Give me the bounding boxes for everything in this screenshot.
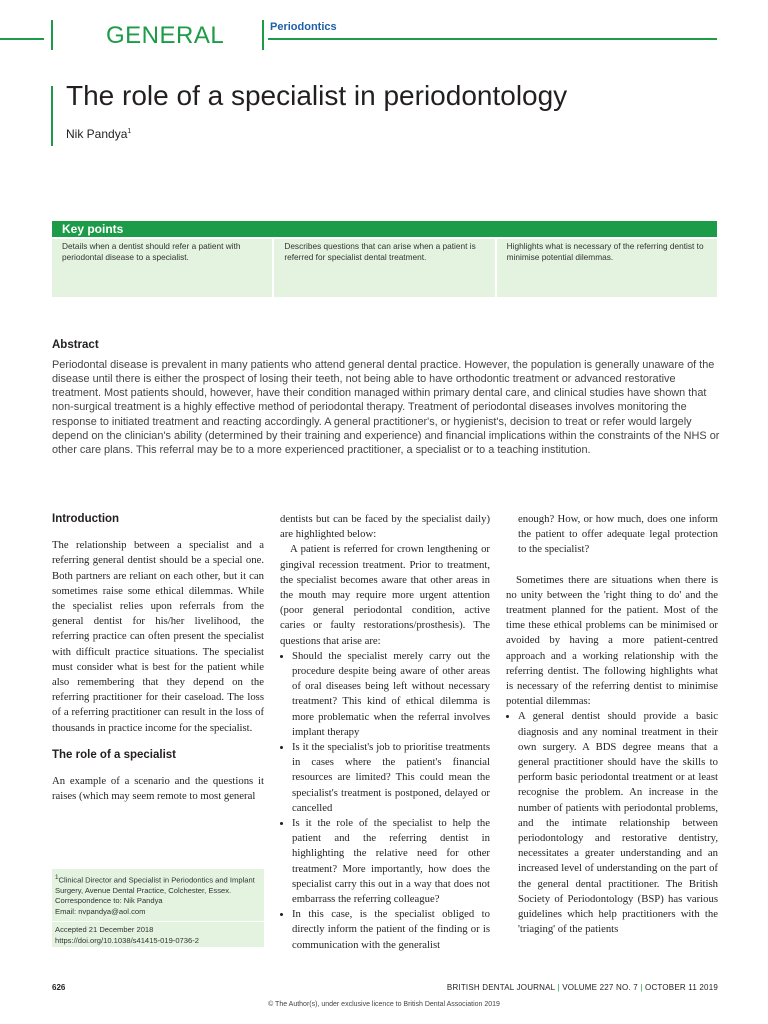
author-line (66, 127, 131, 141)
continued-text: dentists but can be faced by the specialist daily) are highlighted below: (280, 513, 490, 541)
correspondence: Correspondence to: Nik Pandya (55, 896, 163, 906)
title-accent-bar (51, 86, 53, 146)
key-point: Describes questions that can arise when a patient is referred for specialist dental treatment. (274, 239, 494, 297)
introduction-paragraph: The relationship between a specialist and a referring general dentist should be a special one. Both partners are reliant on each other, but it can sometimes raise some ethical dilemmas. While the specialist relies upon referrals from the general dentist for his/her livelihood, the referring practice can often present the specialist with difficult practice situations. The specialist must consider what is best for the patient while also remembering that they depend on the referring practitioner for their caseload. The loss of a referring practitioner can result in the loss of thousands in practice income for the specialist. (52, 539, 264, 734)
author-affiliation-marker: 1 (127, 128, 132, 135)
category-label: Periodontics (270, 21, 337, 33)
list-item: • A general dentist should provide a basic diagnosis and any nominal treatment in their own surgery. A BDS degree means that a general practitioner should have the skills to perform basic periodontal treatment or at least recognise the problem. An increase in the number of patients with periodontal problems, and the intimate relationship between periodontology and restorative dentistry, necessitates a greater understanding and an increased level of understanding on the part of the general dental practitioner. The British Society of Periodontology (BSP) has various guidelines which help practitioners with the 'triaging' of the patients (518, 709, 718, 937)
journal-date: OCTOBER 11 2019 (645, 983, 718, 992)
article-title: The role of a specialist in periodontology (66, 80, 568, 111)
header-divider (262, 20, 264, 50)
key-points-box (52, 221, 717, 297)
abstract-text: Periodontal disease is prevalent in many patients who attend general dental practice. However, the population is generally unaware of the disease until there is either the prospect of losing their teeth, not being able to have orthodontic treatment or advanced restorative treatment. Most patients should, however, have their condition managed within primary dental care, and clinical studies have shown that non-surgical treatment is a highly effective method of periodontal therapy. Treatment of periodontal diseases involves monitoring the response to initiated treatment and reacting accordingly. A general practitioner's, or hygienist's, decision to treat or refer would largely depend on the clinician's ability (determined by their training and experience) and financial implications within the constraints of the NHS or other care plans. This referral may be to a more experienced practitioner, a specialist or to a teaching institution. (52, 359, 720, 456)
body-column-3 (506, 512, 718, 937)
list-item: • Is it the role of the specialist to help the patient and the referring dentist in highlighting the relative need for other treatment? More importantly, how does the specialist carry this out in a way that does not embarrass the referring colleague? (292, 816, 490, 907)
key-points-columns (52, 239, 717, 297)
ethics-paragraph: Sometimes there are situations when there is no unity between the 'right thing to do' and the treatment planned for the patient. Most of the time these ethical problems can be minimised or avoided by having a more patient-centred approach and a working relationship with the referring dentist. The following highlights what is necessary of the referring dentist to minimise potential dilemmas: (506, 573, 718, 708)
abstract-heading: Abstract (52, 339, 99, 351)
key-point: Highlights what is necessary of the referring dentist to minimise potential dilemmas. (497, 239, 717, 297)
copyright-notice: © The Author(s), under exclusive licence to British Dental Association 2019 (268, 1001, 500, 1008)
affiliation-box (52, 869, 264, 947)
accepted-date: Accepted 21 December 2018 (55, 925, 154, 935)
list-item: • In this case, is the specialist obliged to directly inform the patient of the finding or is communication with the generalist (292, 907, 490, 953)
introduction-heading: Introduction (52, 513, 120, 525)
journal-volume: VOLUME 227 NO. 7 (562, 983, 638, 992)
list-item: • Is it the specialist's job to prioritise treatments in cases where the patient's financial resources are limited? This could mean the specialist's treatment is postponed, delayed or cancelled (292, 740, 490, 816)
page-number: 626 (52, 983, 66, 992)
key-points-heading: Key points (52, 221, 717, 237)
recommendations-list (506, 709, 718, 937)
author-name: Nik Pandya (66, 127, 128, 141)
role-paragraph: An example of a scenario and the questions it raises (which may seem remote to most general (52, 775, 264, 803)
list-item: • Should the specialist merely carry out the procedure despite being aware of other areas of oral diseases being left without necessary treatment? This kind of ethical dilemma is more problematic when the referral involves implant therapy (292, 649, 490, 740)
affiliation-text: $^1$Clinical Director and Specialist in Periodontics and Implant Surgery, Avenue Dental Practice, Colchester, Essex. (55, 874, 255, 895)
body-column-1 (52, 512, 264, 804)
email: Email: nvpandya@aol.com (55, 906, 146, 916)
body-column-2 (280, 512, 490, 953)
header-divider (51, 20, 53, 50)
continued-text: enough? How, or how much, does one inform the patient to offer adequate legal protection to the specialist? (518, 513, 718, 556)
section-label: GENERAL (106, 22, 225, 49)
doi-link[interactable]: https://doi.org/10.1038/s41415-019-0736-2 (55, 935, 199, 945)
scenario-paragraph: A patient is referred for crown lengthening or gingival recession treatment. Prior to treatment, the specialist becomes aware that other areas in the mouth may require more urgent attention (poor general periodontal condition, active caries or faulty restorations/prosthesis). The questions that arise are: (280, 543, 490, 647)
affiliation-divider (52, 921, 264, 922)
journal-name: BRITISH DENTAL JOURNAL (446, 983, 556, 992)
key-point: Details when a dentist should refer a patient with periodontal disease to a specialist. (52, 239, 272, 297)
questions-list (280, 649, 490, 953)
role-heading: The role of a specialist (52, 748, 176, 761)
journal-info: BRITISH DENTAL JOURNAL | VOLUME 227 NO. 7 | OCTOBER 11 2019 (446, 983, 718, 992)
header-rule-right (268, 38, 717, 40)
header-rule-left (0, 38, 44, 40)
affiliation-marker: 1 (55, 874, 59, 881)
